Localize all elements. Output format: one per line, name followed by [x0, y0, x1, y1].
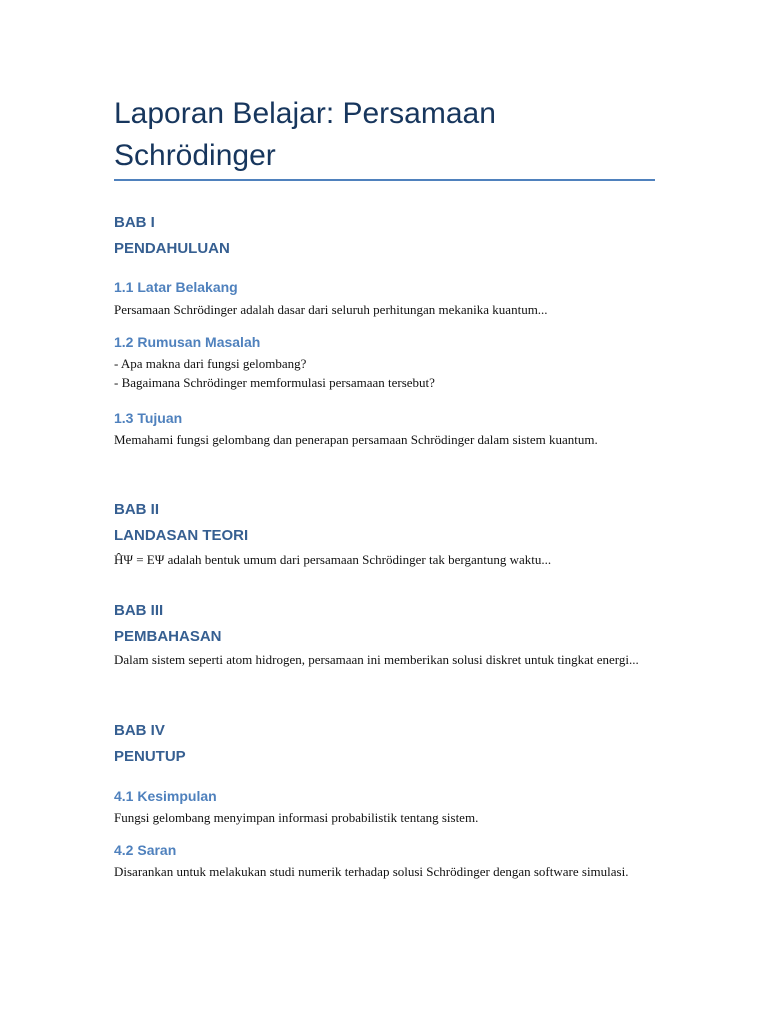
- section-1-1-heading: 1.1 Latar Belakang: [114, 279, 238, 295]
- section-1-2-item-2: - Bagaimana Schrödinger memformulasi persamaan tersebut?: [114, 375, 435, 390]
- section-1-3-text: Memahami fungsi gelombang dan penerapan persamaan Schrödinger dalam sistem kuantum.: [114, 432, 598, 447]
- bab-2-heading: LANDASAN TEORI: [114, 527, 249, 544]
- bab-4-heading: PENUTUP: [114, 748, 186, 765]
- title-underline: [114, 179, 655, 181]
- section-1-3-heading: 1.3 Tujuan: [114, 410, 183, 426]
- section-4-1-heading: 4.1 Kesimpulan: [114, 788, 217, 804]
- document-title: Laporan Belajar: Persamaan Schrödinger: [114, 97, 496, 172]
- bab-1-label: BAB I: [114, 214, 155, 231]
- bab-3-label: BAB III: [114, 602, 164, 619]
- bab-2-label: BAB II: [114, 501, 159, 518]
- bab-3-heading: PEMBAHASAN: [114, 628, 222, 645]
- bab-3-text: Dalam sistem seperti atom hidrogen, persamaan ini memberikan solusi diskret untuk tingkat energi...: [114, 652, 639, 667]
- section-1-1-text: Persamaan Schrödinger adalah dasar dari seluruh perhitungan mekanika kuantum...: [114, 302, 548, 317]
- bab-2-text: ĤΨ = EΨ adalah bentuk umum dari persamaan Schrödinger tak bergantung waktu...: [114, 552, 552, 567]
- bab-1-heading: PENDAHULUAN: [114, 240, 230, 257]
- section-4-2-text: Disarankan untuk melakukan studi numerik terhadap solusi Schrödinger dengan software simulasi.: [114, 864, 629, 879]
- section-4-1-text: Fungsi gelombang menyimpan informasi probabilistik tentang sistem.: [114, 810, 479, 825]
- section-1-2-item-1: - Apa makna dari fungsi gelombang?: [114, 356, 307, 371]
- section-1-2-heading: 1.2 Rumusan Masalah: [114, 334, 261, 350]
- bab-4-label: BAB IV: [114, 722, 165, 739]
- section-4-2-heading: 4.2 Saran: [114, 842, 177, 858]
